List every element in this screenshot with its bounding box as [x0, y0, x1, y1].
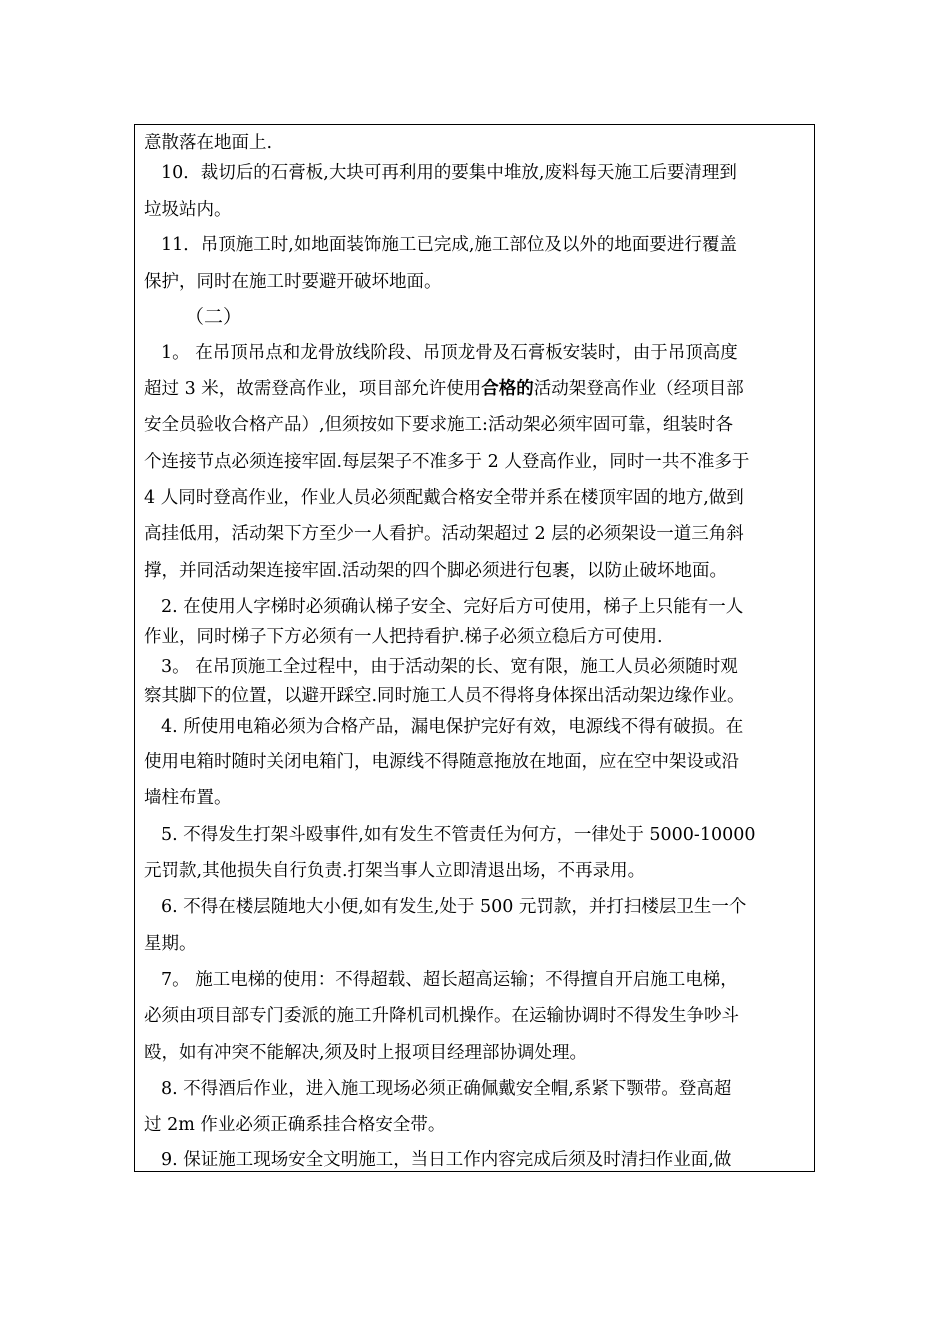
text-line: 1。 在吊顶吊点和龙骨放线阶段、吊顶龙骨及石膏板安装时，由于吊顶高度 — [161, 343, 738, 363]
text-line: 使用电箱时随时关闭电箱门，电源线不得随意拖放在地面，应在空中架设或沿 — [144, 752, 739, 772]
text-line: 星期。 — [144, 934, 197, 954]
bold-emphasis: 合格的 — [481, 379, 534, 399]
text-line: 作业，同时梯子下方必须有一人把持看护.梯子必须立稳后方可使用. — [144, 627, 663, 647]
text-line: 垃圾站内。 — [144, 200, 232, 220]
text-line: 安全员验收合格产品）,但须按如下要求施工:活动架必须牢固可靠，组装时各 — [144, 415, 733, 435]
text-line: 保护，同时在施工时要避开破坏地面。 — [144, 272, 442, 292]
text-line: 8. 不得酒后作业，进入施工现场必须正确佩戴安全帽,系紧下颚带。登高超 — [161, 1079, 732, 1099]
text-line: 6. 不得在楼层随地大小便,如有发生,处于 500 元罚款，并打扫楼层卫生一个 — [161, 897, 747, 917]
text-segment: 活动架登高作业（经项目部 — [533, 379, 744, 399]
text-line: 过 2m 作业必须正确系挂合格安全带。 — [144, 1115, 446, 1135]
section-heading: （二） — [185, 306, 243, 328]
text-line: 察其脚下的位置，以避开踩空.同时施工人员不得将身体探出活动架边缘作业。 — [144, 686, 745, 706]
text-line — [144, 379, 744, 399]
text-line: 撑，并同活动架连接牢固.活动架的四个脚必须进行包裹，以防止破坏地面。 — [144, 561, 728, 581]
text-line: 元罚款,其他损失自行负责.打架当事人立即清退出场，不再录用。 — [144, 861, 646, 881]
text-line: 高挂低用，活动架下方至少一人看护。活动架超过 2 层的必须架设一道三角斜 — [144, 524, 744, 544]
text-segment: 超过 3 米，故需登高作业，项目部允许使用 — [144, 379, 482, 399]
document-table-cell — [134, 124, 815, 1172]
text-line: 4. 所使用电箱必须为合格产品，漏电保护完好有效，电源线不得有破损。在 — [161, 717, 744, 737]
text-line: 2. 在使用人字梯时必须确认梯子安全、完好后方可使用，梯子上只能有一人 — [161, 597, 744, 617]
text-line: 9. 保证施工现场安全文明施工，当日工作内容完成后须及时清扫作业面,做 — [161, 1150, 732, 1170]
text-line: 3。 在吊顶施工全过程中，由于活动架的长、宽有限，施工人员必须随时观 — [161, 657, 738, 677]
text-line: 殴，如有冲突不能解决,须及时上报项目经理部协调处理。 — [144, 1043, 588, 1063]
text-line: 10．裁切后的石膏板,大块可再利用的要集中堆放,废料每天施工后要清理到 — [161, 163, 737, 183]
text-line: 个连接节点必须连接牢固.每层架子不准多于 2 人登高作业，同时一共不准多于 — [144, 452, 750, 472]
text-line: 4 人同时登高作业，作业人员必须配戴合格安全带并系在楼顶牢固的地方,做到 — [144, 488, 744, 508]
text-line: 11．吊顶施工时,如地面装饰施工已完成,施工部位及以外的地面要进行覆盖 — [161, 235, 737, 255]
text-line: 意散落在地面上. — [144, 133, 273, 153]
text-line: 墙柱布置。 — [144, 788, 232, 808]
text-line: 5. 不得发生打架斗殴事件,如有发生不管责任为何方，一律处于 5000-10000 — [161, 825, 756, 845]
text-line: 必须由项目部专门委派的施工升降机司机操作。在运输协调时不得发生争吵斗 — [144, 1006, 739, 1026]
text-line: 7。 施工电梯的使用：不得超载、超长超高运输；不得擅自开启施工电梯， — [161, 970, 738, 990]
